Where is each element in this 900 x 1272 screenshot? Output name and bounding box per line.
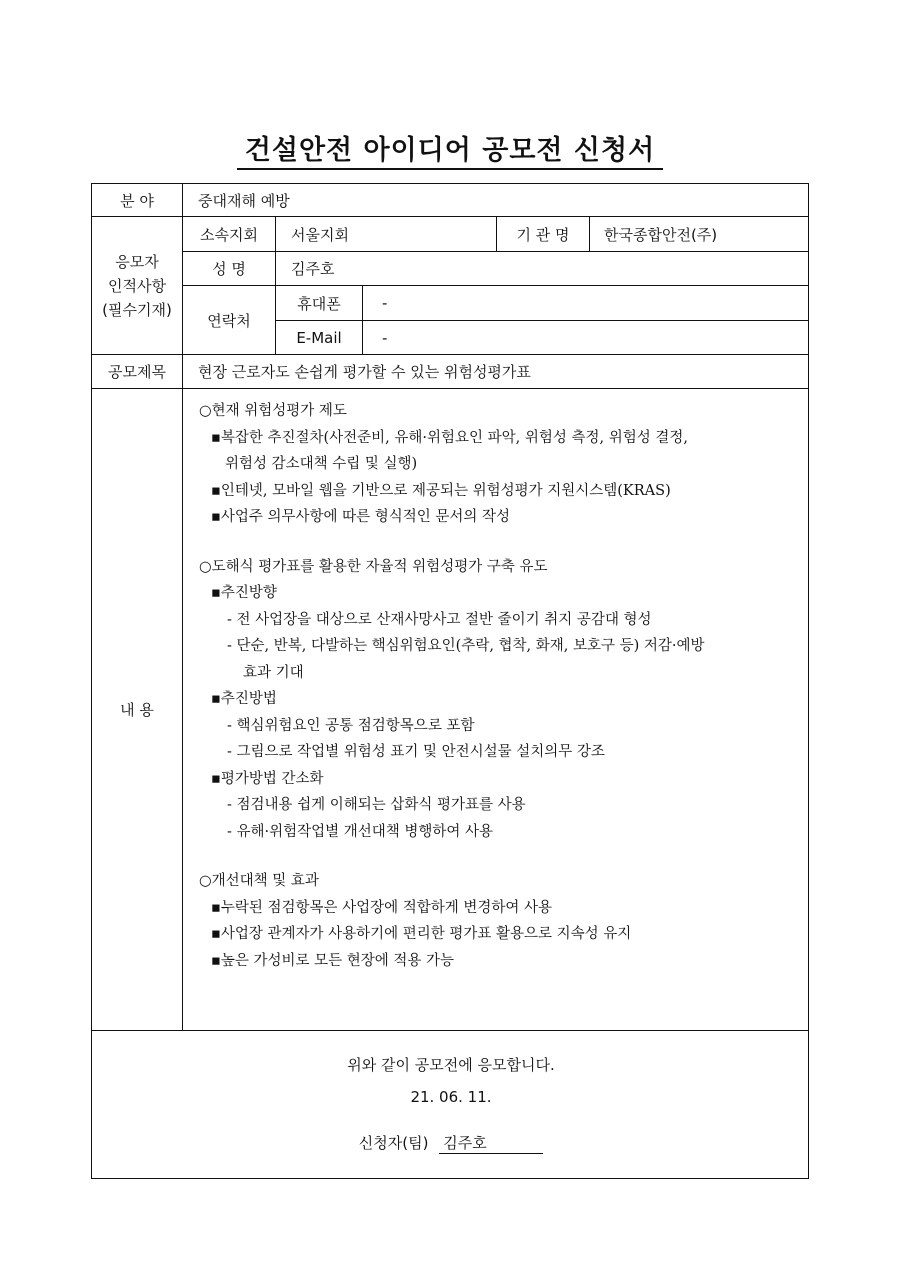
email-value: -	[382, 328, 388, 347]
content-line: - 유해·위험작업별 개선대책 병행하여 사용	[227, 823, 494, 840]
content-line: ▪누락된 점검항목은 사업장에 적합하게 변경하여 사용	[211, 899, 553, 916]
name-label: 성 명	[212, 260, 246, 278]
content-line: ○개선대책 및 효과	[199, 873, 319, 889]
divider	[92, 1030, 808, 1031]
applicant-label	[92, 217, 182, 354]
field-value: 중대재해 예방	[198, 191, 290, 210]
phone-label: 휴대폰	[297, 294, 341, 313]
content-line: - 단순, 반복, 다발하는 핵심위험요인(추락, 협착, 화재, 보호구 등) 저감·예방	[227, 638, 705, 654]
footer-date: 21. 06. 11.	[410, 1088, 492, 1106]
org-label: 기 관 명	[516, 225, 570, 244]
content-line: - 점검내용 쉽게 이해되는 삽화식 평가표를 사용	[227, 797, 526, 813]
branch-value: 서울지회	[291, 225, 349, 244]
applicant-sign-label: 신청자(팀)	[358, 1134, 429, 1152]
content-spacer	[199, 845, 799, 868]
content-line: ▪평가방법 간소화	[211, 770, 324, 787]
content-line: 위험성 감소대책 수립 및 실행)	[225, 456, 418, 472]
applicant-label-line: 인적사항	[108, 276, 166, 295]
applicant-label-line: (필수기재)	[102, 300, 172, 319]
content-line: - 전 사업장을 대상으로 산재사망사고 절반 줄이기 취지 공감대 형성	[227, 611, 652, 628]
content-line: 효과 기대	[243, 664, 304, 681]
form-title-text: 건설안전 아이디어 공모전 신청서	[237, 135, 663, 170]
contact-label: 연락처	[207, 311, 251, 330]
divider	[92, 388, 808, 389]
footer-statement: 위와 같이 공모전에 응모합니다.	[347, 1056, 555, 1074]
divider	[589, 217, 590, 251]
content-line: - 핵심위험요인 공통 점검항목으로 포함	[227, 717, 475, 734]
form-title	[0, 128, 900, 167]
applicant-sign-name: 김주호	[439, 1132, 543, 1154]
org-value: 한국종합안전(주)	[604, 225, 718, 244]
content-label: 내 용	[120, 701, 154, 719]
phone-value: -	[382, 294, 388, 312]
subject-value: 현장 근로자도 손쉽게 평가할 수 있는 위험성평가표	[198, 363, 531, 381]
content-line: ○현재 위험성평가 제도	[199, 403, 347, 419]
content-line: ▪사업장 관계자가 사용하기에 편리한 평가표 활용으로 지속성 유지	[211, 926, 632, 942]
content-body	[199, 398, 799, 974]
content-line: ▪사업주 의무사항에 따른 형식적인 문서의 작성	[211, 509, 511, 525]
content-line: - 그림으로 작업별 위험성 표기 및 안전시설물 설치의무 강조	[227, 744, 605, 760]
content-line: ▪추진방법	[211, 691, 277, 707]
content-line: ▪추진방향	[211, 585, 277, 601]
application-form	[91, 183, 809, 1179]
content-line: ▪높은 가성비로 모든 현장에 적용 가능	[211, 952, 454, 969]
content-line: ○도해식 평가표를 활용한 자율적 위험성평가 구축 유도	[199, 558, 548, 575]
field-label: 분 야	[120, 191, 154, 210]
footer-applicant	[92, 1132, 810, 1154]
applicant-label-line: 응모자	[115, 252, 159, 271]
name-value: 김주호	[291, 260, 335, 278]
content-spacer	[199, 531, 799, 554]
content-line: ▪인테넷, 모바일 웹을 기반으로 제공되는 위험성평가 지원시스템(KRAS)	[211, 482, 671, 499]
email-label: E-Mail	[296, 328, 342, 347]
divider	[362, 286, 363, 354]
divider	[183, 251, 808, 252]
subject-label: 공모제목	[108, 363, 166, 381]
branch-label: 소속지회	[200, 225, 258, 244]
content-line: ▪복잡한 추진절차(사전준비, 유해·위험요인 파악, 위험성 측정, 위험성 결정,	[211, 429, 688, 446]
